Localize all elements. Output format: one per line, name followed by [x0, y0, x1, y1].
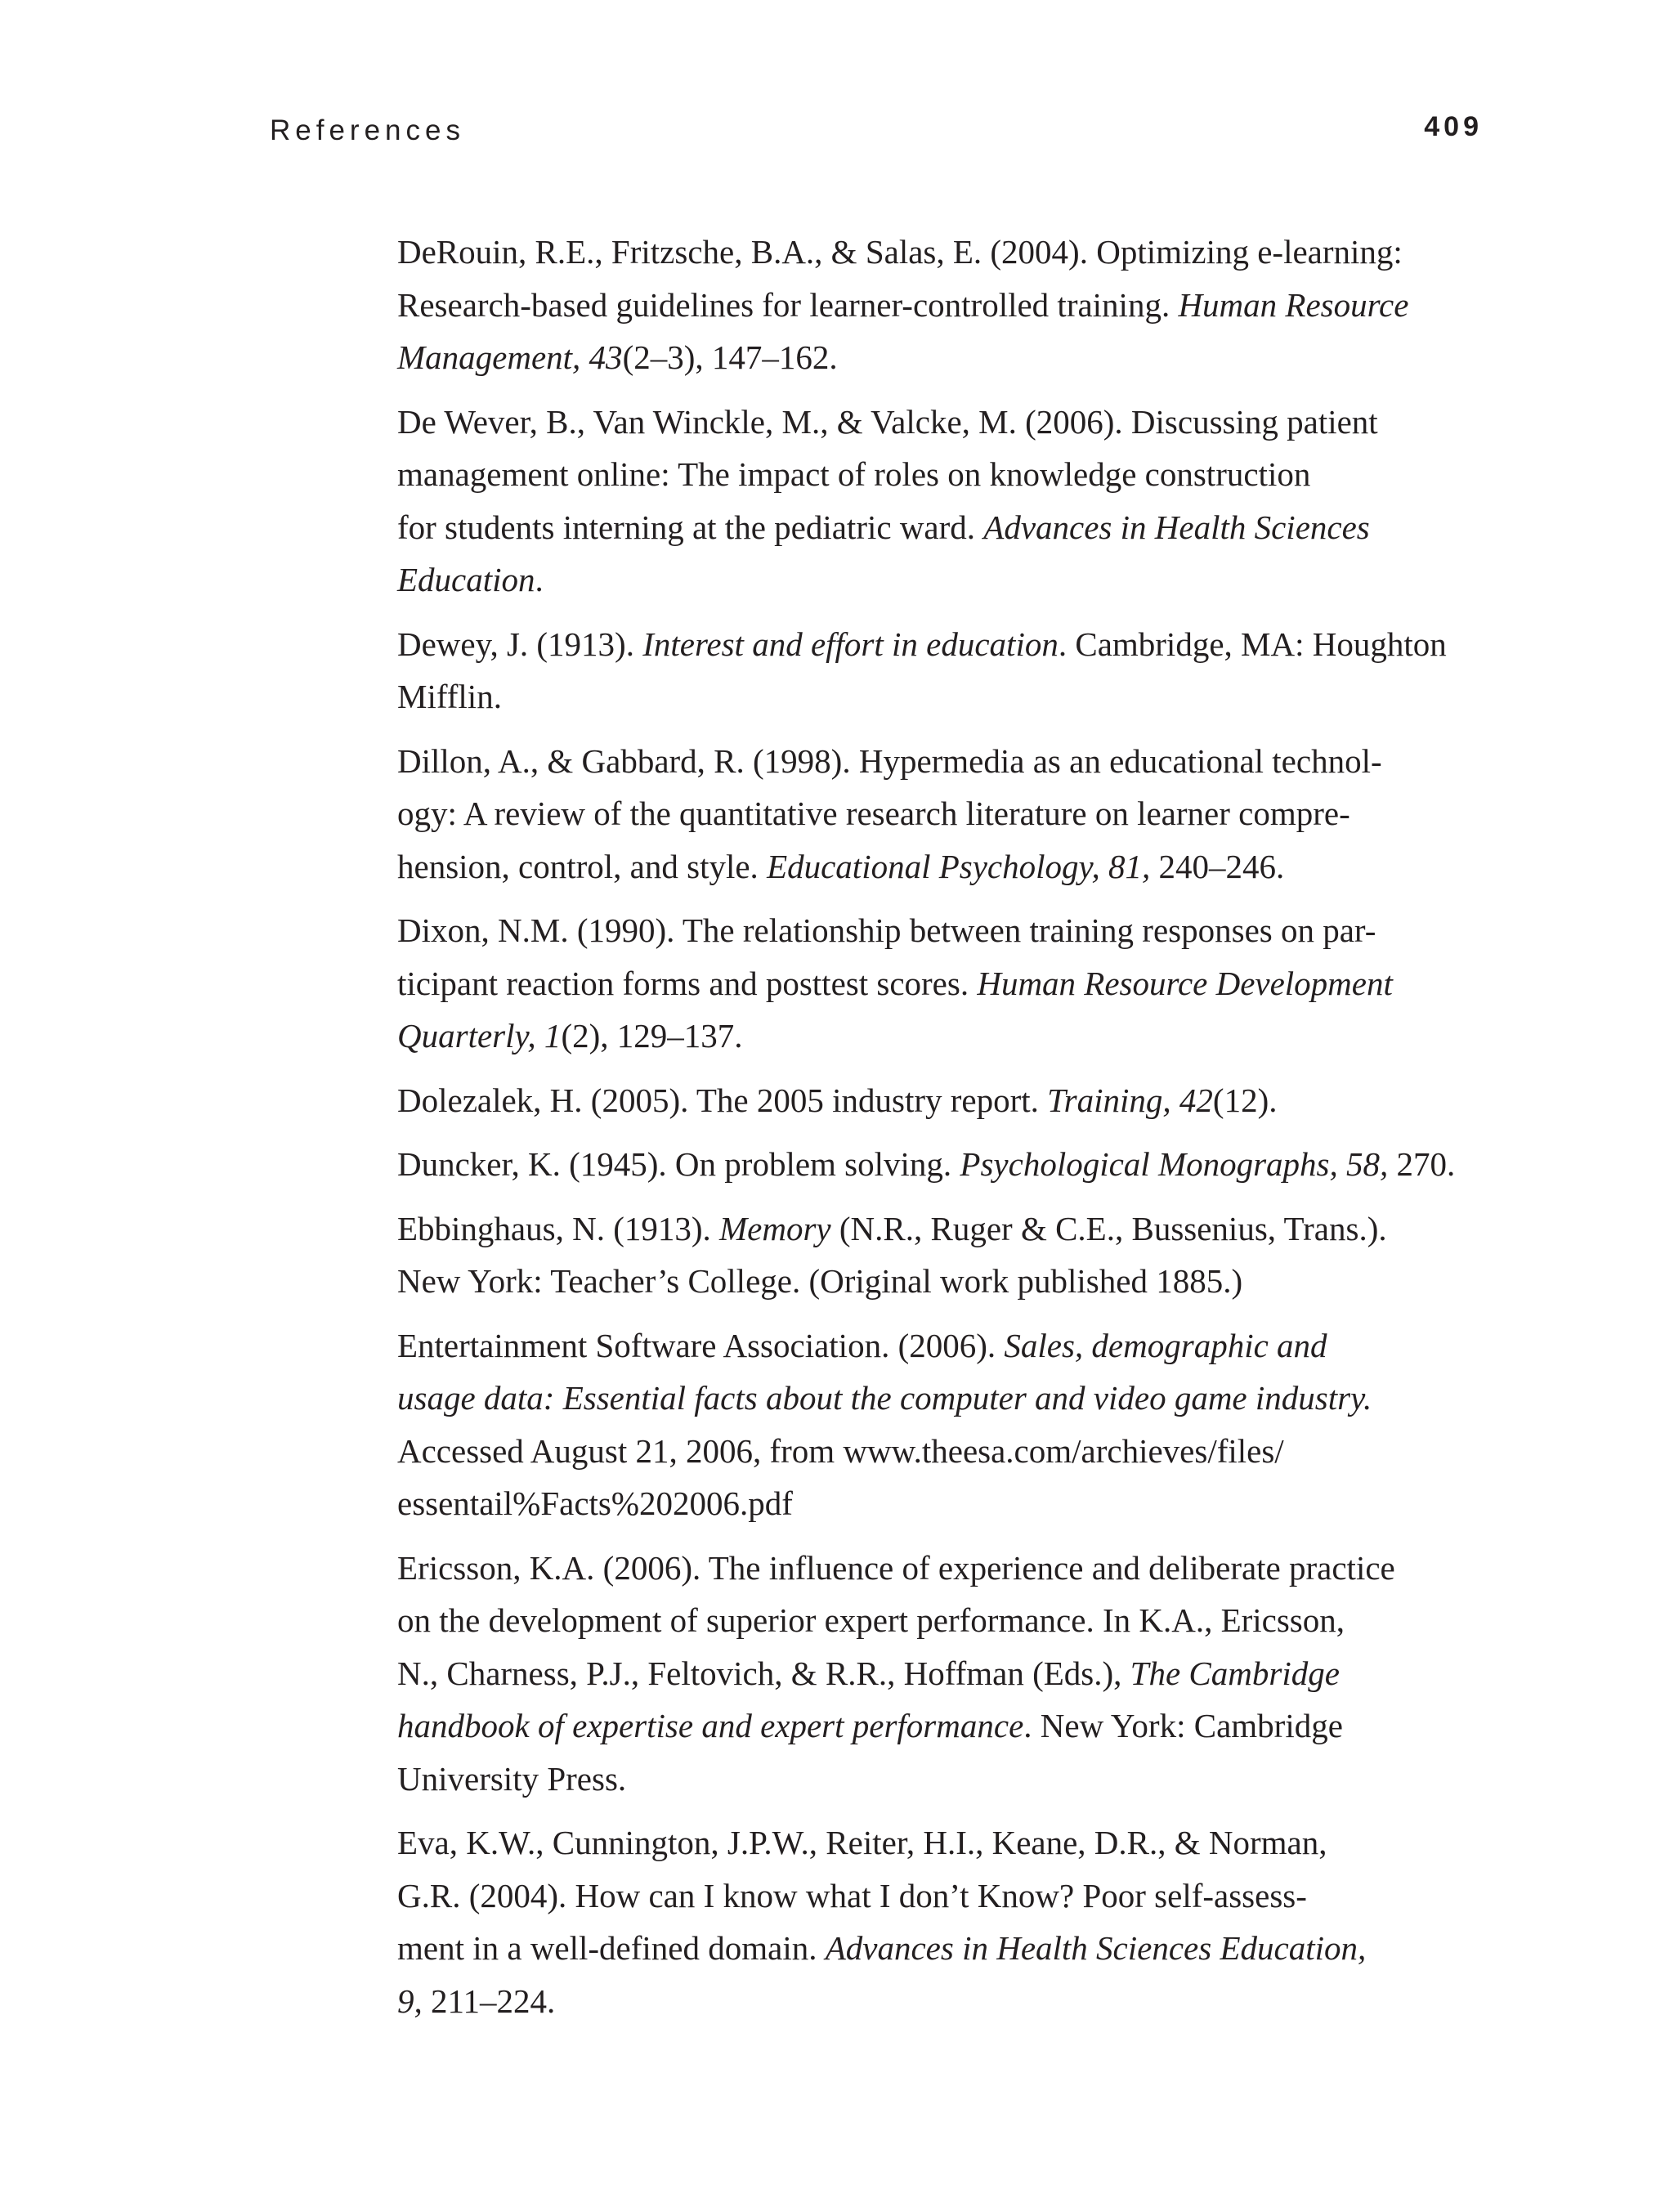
reference-text: ogy: A review of the quantitative research literature on learner compre- — [397, 795, 1350, 832]
reference-line — [397, 1372, 1484, 1425]
reference-entry — [397, 1319, 1484, 1530]
reference-italic-text: Sales, demographic and — [1004, 1326, 1327, 1364]
reference-text: 270. — [1388, 1145, 1456, 1183]
reference-text: Dillon, A., & Gabbard, R. (1998). Hypermedia as an educational technol- — [397, 741, 1382, 780]
reference-entry — [397, 396, 1484, 607]
reference-text: 240–246. — [1150, 847, 1285, 885]
reference-line — [397, 670, 1484, 723]
reference-entry — [397, 226, 1484, 384]
reference-italic-text: Educational Psychology, 81, — [767, 847, 1151, 885]
reference-line — [397, 1074, 1484, 1127]
reference-text: Duncker, K. (1945). On problem solving. — [397, 1145, 960, 1183]
reference-line — [397, 1138, 1484, 1191]
reference-line — [397, 1255, 1484, 1308]
reference-text: ment in a well-defined domain. — [397, 1929, 826, 1967]
reference-text: Dewey, J. (1913). — [397, 625, 643, 663]
reference-line — [397, 279, 1484, 332]
reference-line — [397, 1542, 1484, 1595]
reference-line — [397, 1319, 1484, 1372]
reference-line — [397, 840, 1484, 893]
reference-list — [397, 226, 1484, 2039]
reference-text: 211–224. — [422, 1981, 556, 2020]
reference-text: . Cambridge, MA: Houghton — [1058, 625, 1447, 663]
reference-italic-text: Human Resource — [1178, 285, 1409, 324]
reference-text: Ebbinghaus, N. (1913). — [397, 1209, 720, 1247]
reference-text: hension, control, and style. — [397, 847, 768, 885]
reference-line — [397, 1753, 1484, 1806]
reference-entry — [397, 1542, 1484, 1806]
reference-italic-text: Memory — [719, 1209, 831, 1247]
reference-italic-text: Human Resource Development — [977, 964, 1393, 1002]
reference-text: Eva, K.W., Cunnington, J.P.W., Reiter, H.I., Keane, D.R., & Norman, — [397, 1824, 1327, 1861]
reference-entry — [397, 735, 1484, 893]
reference-text: N., Charness, P.J., Feltovich, & R.R., Hoffman (Eds.), — [397, 1654, 1130, 1692]
reference-text: Dixon, N.M. (1990). The relationship between training responses on par- — [397, 911, 1376, 949]
reference-line — [397, 957, 1484, 1010]
reference-italic-text: 9, — [397, 1981, 423, 2020]
reference-line — [397, 1816, 1484, 1869]
reference-line — [397, 787, 1484, 840]
reference-text: University Press. — [397, 1759, 627, 1798]
reference-text: Accessed August 21, 2006, from www.theesa.com/archieves/files/ — [397, 1431, 1284, 1470]
reference-line — [397, 1010, 1484, 1063]
reference-line — [397, 1869, 1484, 1923]
reference-text: Mifflin. — [397, 678, 502, 715]
reference-line — [397, 1647, 1484, 1700]
reference-line — [397, 226, 1484, 279]
reference-line — [397, 396, 1484, 449]
reference-line — [397, 553, 1484, 607]
reference-entry — [397, 1816, 1484, 2027]
reference-italic-text: Management, 43 — [397, 338, 623, 376]
reference-text: (N.R., Ruger & C.E., Bussenius, Trans.). — [830, 1209, 1387, 1247]
reference-italic-text: Advances in Health Sciences — [983, 508, 1370, 546]
reference-entry — [397, 618, 1484, 723]
reference-text: New York: Teacher’s College. (Original work published 1885.) — [397, 1262, 1243, 1300]
reference-italic-text: Training, 42 — [1047, 1081, 1213, 1119]
reference-line — [397, 904, 1484, 957]
reference-italic-text: usage data: Essential facts about the computer and video game industry. — [397, 1379, 1372, 1417]
reference-text: G.R. (2004). How can I know what I don’t Know? Poor self-assess- — [397, 1876, 1307, 1914]
reference-italic-text: Psychological Monographs, 58, — [960, 1145, 1389, 1183]
reference-line — [397, 1699, 1484, 1753]
reference-italic-text: handbook of expertise and expert performance — [397, 1707, 1024, 1744]
reference-text: Research-based guidelines for learner-controlled training. — [397, 285, 1179, 324]
reference-text: (2–3), 147–162. — [622, 338, 838, 376]
reference-text: for students interning at the pediatric ward. — [397, 508, 984, 546]
reference-entry — [397, 1074, 1484, 1127]
reference-text: DeRouin, R.E., Fritzsche, B.A., & Salas, E. (2004). Optimizing e-learning: — [397, 233, 1403, 271]
reference-text: . New York: Cambridge — [1023, 1707, 1343, 1744]
reference-line — [397, 618, 1484, 671]
reference-text: Entertainment Software Association. (2006). — [397, 1326, 1005, 1364]
reference-line — [397, 1975, 1484, 2028]
reference-line — [397, 501, 1484, 554]
reference-text: (2), 129–137. — [561, 1017, 743, 1055]
reference-line — [397, 1477, 1484, 1530]
reference-italic-text: Advances in Health Sciences Education, — [825, 1929, 1367, 1967]
reference-line — [397, 1202, 1484, 1256]
reference-line — [397, 1425, 1484, 1478]
reference-text: (12). — [1212, 1081, 1278, 1119]
reference-italic-text: Quarterly, 1 — [397, 1017, 562, 1055]
reference-line — [397, 1922, 1484, 1975]
reference-italic-text: The Cambridge — [1130, 1654, 1340, 1692]
reference-text: . — [535, 561, 544, 598]
reference-text: essentail%Facts%202006.pdf — [397, 1484, 793, 1522]
page-number: 409 — [1424, 111, 1483, 142]
reference-line — [397, 1594, 1484, 1647]
reference-entry — [397, 1202, 1484, 1308]
reference-text: management online: The impact of roles on knowledge construction — [397, 455, 1311, 493]
reference-line — [397, 331, 1484, 384]
reference-line — [397, 448, 1484, 501]
reference-text: Dolezalek, H. (2005). The 2005 industry report. — [397, 1081, 1048, 1119]
reference-text: ticipant reaction forms and posttest scores. — [397, 964, 978, 1002]
reference-text: on the development of superior expert performance. In K.A., Ericsson, — [397, 1601, 1345, 1639]
reference-italic-text: Education — [397, 561, 535, 598]
running-head: References — [270, 114, 465, 146]
reference-entry — [397, 904, 1484, 1063]
reference-entry — [397, 1138, 1484, 1191]
reference-text: Ericsson, K.A. (2006). The influence of experience and deliberate practice — [397, 1548, 1395, 1587]
reference-text: De Wever, B., Van Winckle, M., & Valcke, M. (2006). Discussing patient — [397, 402, 1378, 441]
reference-line — [397, 735, 1484, 788]
reference-italic-text: Interest and effort in education — [642, 625, 1059, 663]
